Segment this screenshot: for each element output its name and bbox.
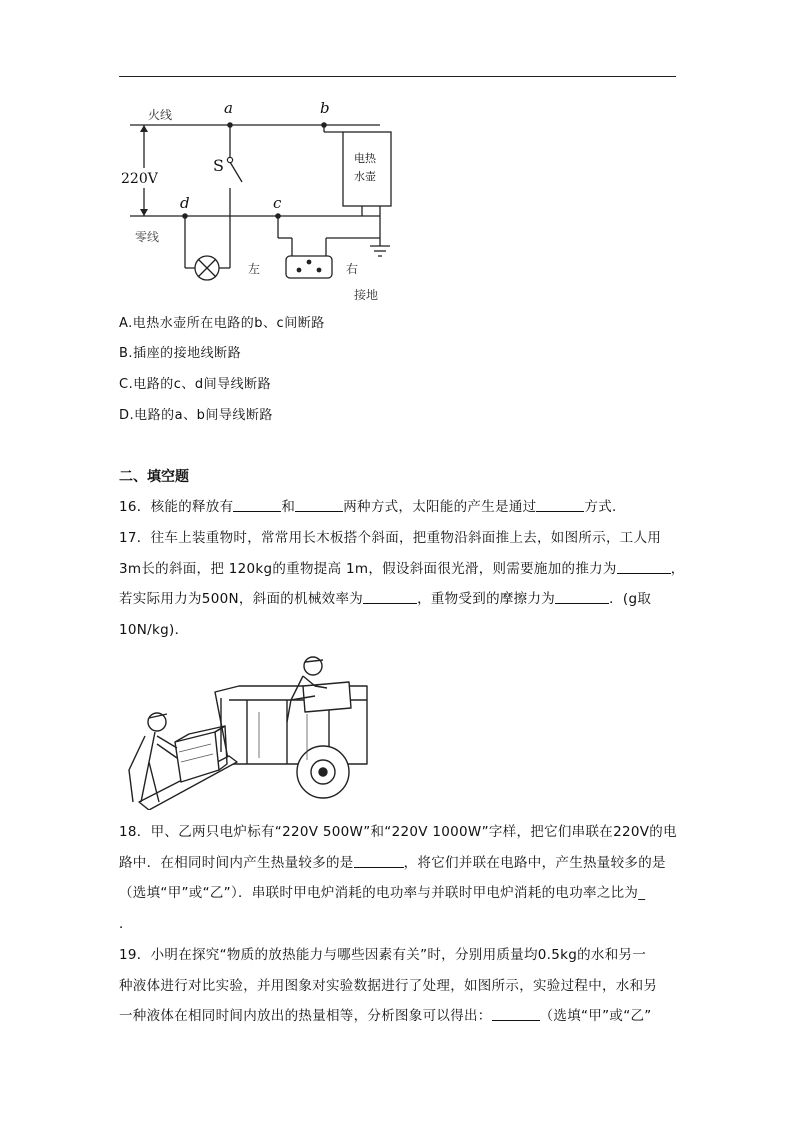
answer-blank[interactable] (492, 1006, 540, 1021)
answer-blank[interactable] (295, 497, 343, 512)
switch-blade (230, 162, 242, 182)
ground-label: 接地 (354, 288, 379, 302)
right-label: 右 (346, 262, 359, 276)
answer-blank[interactable] (536, 497, 584, 512)
answer-blank[interactable] (233, 497, 281, 512)
question-19: 19．小明在探究“物质的放热能力与哪些因素有关”时，分别用质量均0.5kg的水和另一 种液体进行对比实验，并用图象对实验数据进行了处理，如图所示，实验过程中，水和另 一种液体在相同时间内放出的热量相等，分析图象可以得出： （选填“甲”或“乙” (119, 947, 658, 1024)
left-label: 左 (248, 262, 261, 276)
option-letter: A. (119, 316, 133, 331)
truck-ramp-illustration (119, 652, 369, 810)
answer-blank[interactable] (617, 559, 671, 574)
point-b: b (320, 99, 330, 117)
circuit-diagram (118, 96, 408, 306)
option-b (119, 342, 241, 361)
kettle-label-line1: 电热 (354, 152, 376, 165)
neutral-wire-label: 零线 (135, 230, 160, 244)
option-text: 电路的c、d间导线断路 (133, 377, 272, 392)
switch-label: S (213, 156, 224, 175)
question-16: 16．核能的释放有 和 两种方式，太阳能的产生是通过 方式． (119, 499, 626, 515)
option-a (119, 312, 325, 331)
point-a: a (224, 99, 233, 117)
option-letter: B. (119, 346, 134, 361)
option-text: 电热水壶所在电路的b、c间断路 (132, 316, 325, 331)
option-text: 电路的a、b间导线断路 (134, 408, 273, 423)
kettle-label-line2: 水壶 (354, 170, 376, 183)
option-c (119, 373, 271, 392)
section-title: 二、填空题 (119, 469, 189, 485)
answer-blank[interactable] (354, 853, 404, 868)
question-18: 18．甲、乙两只电炉标有“220V 500W”和“220V 1000W”字样，把它们串联在220V的电 路中．在相同时间内产生热量较多的是 ，将它们并联在电路中，产生热量较多的是 （选填“甲”或“乙”）．串联时甲电炉消耗的电功率与并联时甲电炉消耗的电功率之比为_ ． (119, 824, 677, 932)
question-17: 17．往车上装重物时，常常用长木板搭个斜面，把重物沿斜面推上去，如图所示，工人用 3m长的斜面，把 120kg的重物提高 1m，假设斜面很光滑，则需要施加的推力为 ， 若实际用力为500N，斜面的机械效率为 ，重物受到的摩擦力为 ．(g取 10N/kg)． (119, 530, 685, 638)
point-c: c (273, 194, 282, 212)
option-letter: C. (119, 377, 134, 392)
option-letter: D. (119, 408, 135, 423)
option-text: 插座的接地线断路 (133, 346, 242, 361)
socket-icon (286, 256, 332, 278)
header-rule (119, 76, 676, 77)
answer-blank[interactable] (363, 589, 417, 604)
live-wire-label: 火线 (148, 108, 173, 122)
kettle-box (343, 132, 391, 206)
option-d (119, 404, 273, 423)
voltage-label: 220V (121, 171, 158, 187)
answer-blank[interactable] (555, 589, 609, 604)
point-d: d (180, 194, 190, 212)
